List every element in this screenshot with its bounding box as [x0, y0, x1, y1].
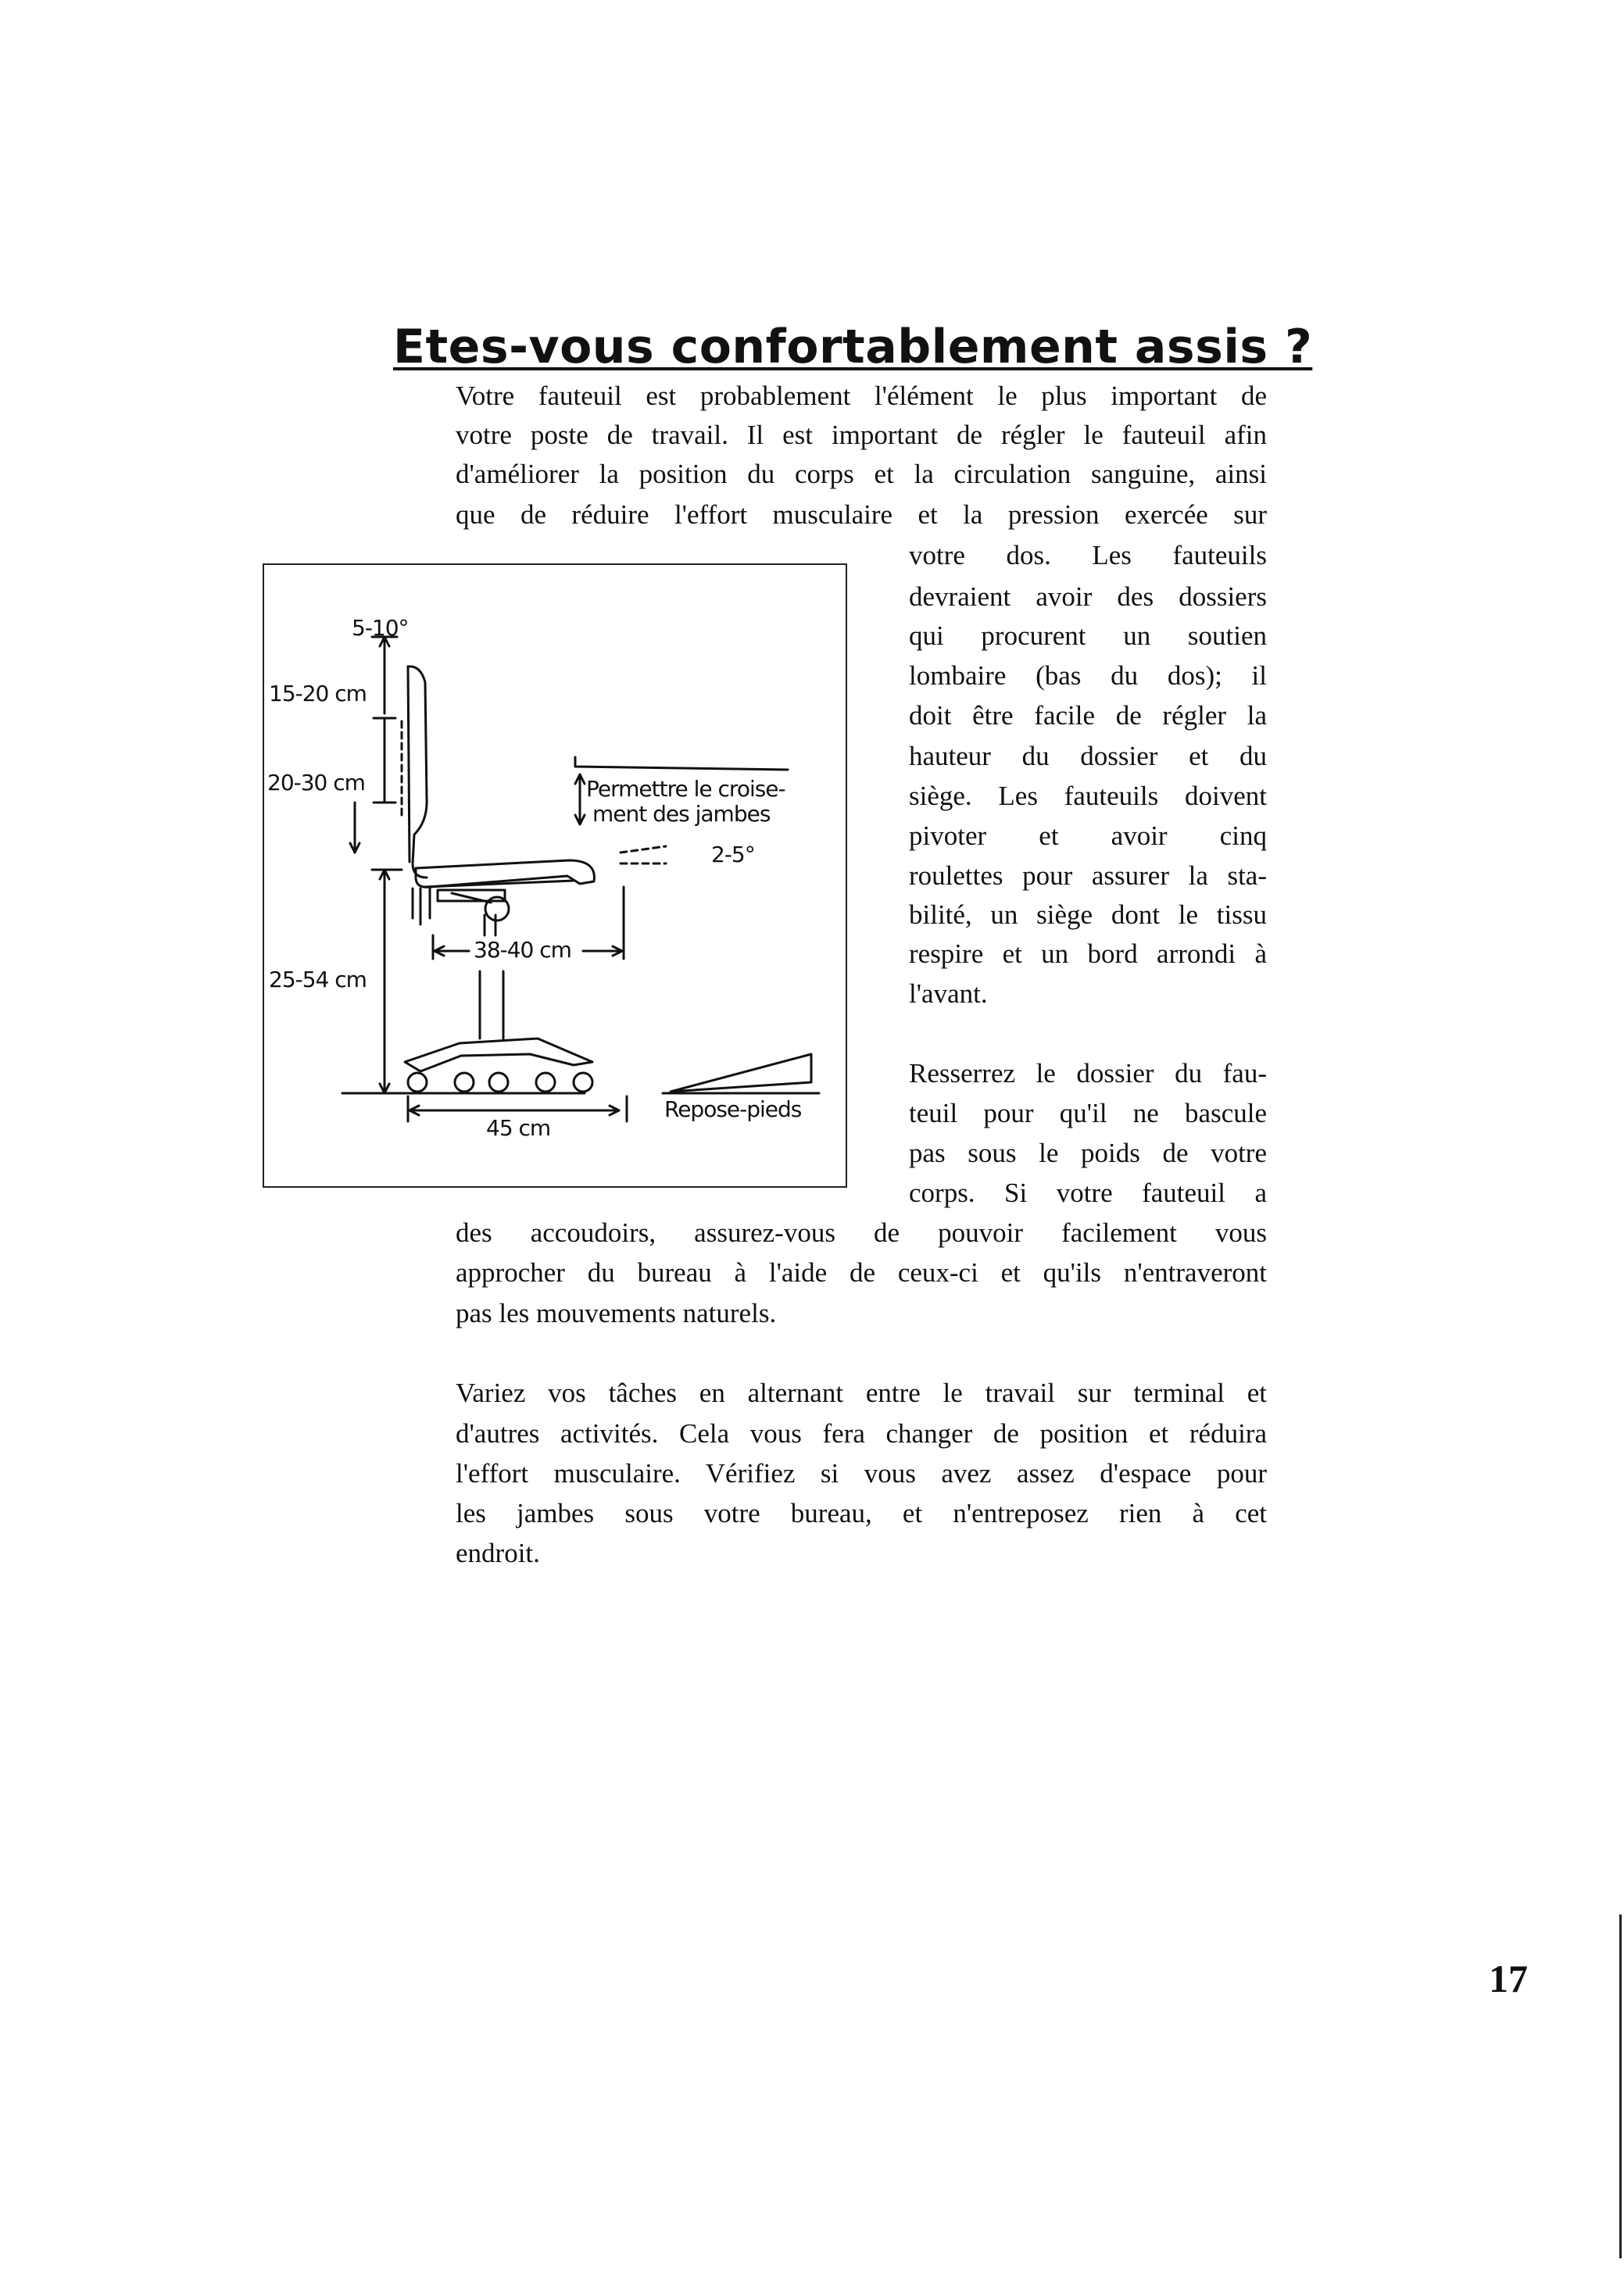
text-line: d'autres activités. Cela vous fera changer de position et réduira — [456, 1418, 1267, 1449]
text-line: que de réduire l'effort musculaire et la pression exercée sur — [456, 499, 1267, 530]
lumbar-height-label: 15-20 cm — [269, 681, 367, 706]
footrest-label: Repose-pieds — [664, 1096, 802, 1122]
text-line: pivoter et avoir cinq — [909, 820, 1267, 851]
text-line: hauteur du dossier et du — [909, 741, 1267, 771]
page-title: Etes-vous confortablement assis ? — [393, 320, 1313, 374]
tilt-dashes — [621, 846, 666, 863]
backrest-height-label: 20-30 cm — [267, 770, 365, 795]
text-line: pas les mouvements naturels. — [456, 1298, 777, 1328]
backrest-rear — [408, 667, 410, 862]
castor — [408, 1073, 427, 1092]
gas-column — [480, 971, 503, 1039]
backrest-angle-label: 5-10° — [352, 615, 409, 641]
text-line: bilité, un siège dont le tissu — [909, 899, 1267, 930]
castor — [455, 1073, 474, 1092]
text-line: d'améliorer la position du corps et la circulation sanguine, ainsi — [456, 459, 1267, 489]
castor — [489, 1073, 508, 1092]
text-line: l'effort musculaire. Vérifiez si vous avez assez d'espace pour — [456, 1458, 1267, 1489]
chair-diagram — [263, 563, 847, 1188]
chair-drawing — [264, 565, 846, 1186]
seat-depth-label: 38-40 cm — [474, 937, 571, 963]
text-line: des accoudoirs, assurez-vous de pouvoir facilement vous — [456, 1217, 1267, 1248]
leg-crossing-label-1: Permettre le croise- — [586, 776, 785, 802]
text-line: endroit. — [456, 1538, 540, 1568]
text-line: Votre fauteuil est probablement l'élément le plus important de — [456, 381, 1267, 411]
text-line: respire et un bord arrondi à — [909, 938, 1267, 969]
text-line: roulettes pour assurer la sta- — [909, 860, 1267, 891]
leg-crossing-label-2: ment des jambes — [592, 801, 771, 827]
base-width-label: 45 cm — [486, 1115, 551, 1141]
castor — [574, 1073, 592, 1092]
text-line: corps. Si votre fauteuil a — [909, 1178, 1267, 1208]
text-line: lombaire (bas du dos); il — [909, 660, 1267, 691]
text-line: votre poste de travail. Il est important de régler le fauteuil afin — [456, 420, 1267, 450]
seat-height-label: 25-54 cm — [269, 967, 367, 992]
page-edge — [1619, 1914, 1622, 2258]
seat-mechanism — [438, 890, 505, 901]
backrest-bracket — [413, 888, 430, 924]
desk-edge — [575, 757, 788, 770]
text-line: teuil pour qu'il ne bascule — [909, 1098, 1267, 1128]
text-line: siège. Les fauteuils doivent — [909, 781, 1267, 811]
text-line: l'avant. — [909, 978, 988, 1009]
text-line: doit être facile de régler la — [909, 700, 1267, 731]
footrest-wedge — [671, 1054, 811, 1092]
text-line: Resserrez le dossier du fau- — [909, 1058, 1267, 1089]
text-line: devraient avoir des dossiers — [909, 581, 1267, 612]
text-line: votre dos. Les fauteuils — [909, 540, 1267, 570]
page-number: 17 — [1489, 1957, 1528, 2000]
text-line: pas sous le poids de votre — [909, 1138, 1267, 1168]
text-line: qui procurent un soutien — [909, 620, 1267, 651]
text-line: Variez vos tâches en alternant entre le travail sur terminal et — [456, 1378, 1267, 1408]
backrest-front — [408, 667, 427, 878]
text-line: les jambes sous votre bureau, et n'entreposez rien à cet — [456, 1498, 1267, 1528]
seat-tilt-label: 2-5° — [711, 842, 755, 867]
text-line: approcher du bureau à l'aide de ceux-ci et qu'ils n'entraveront — [456, 1257, 1267, 1288]
castor — [536, 1073, 555, 1092]
chair-base — [405, 1039, 592, 1071]
